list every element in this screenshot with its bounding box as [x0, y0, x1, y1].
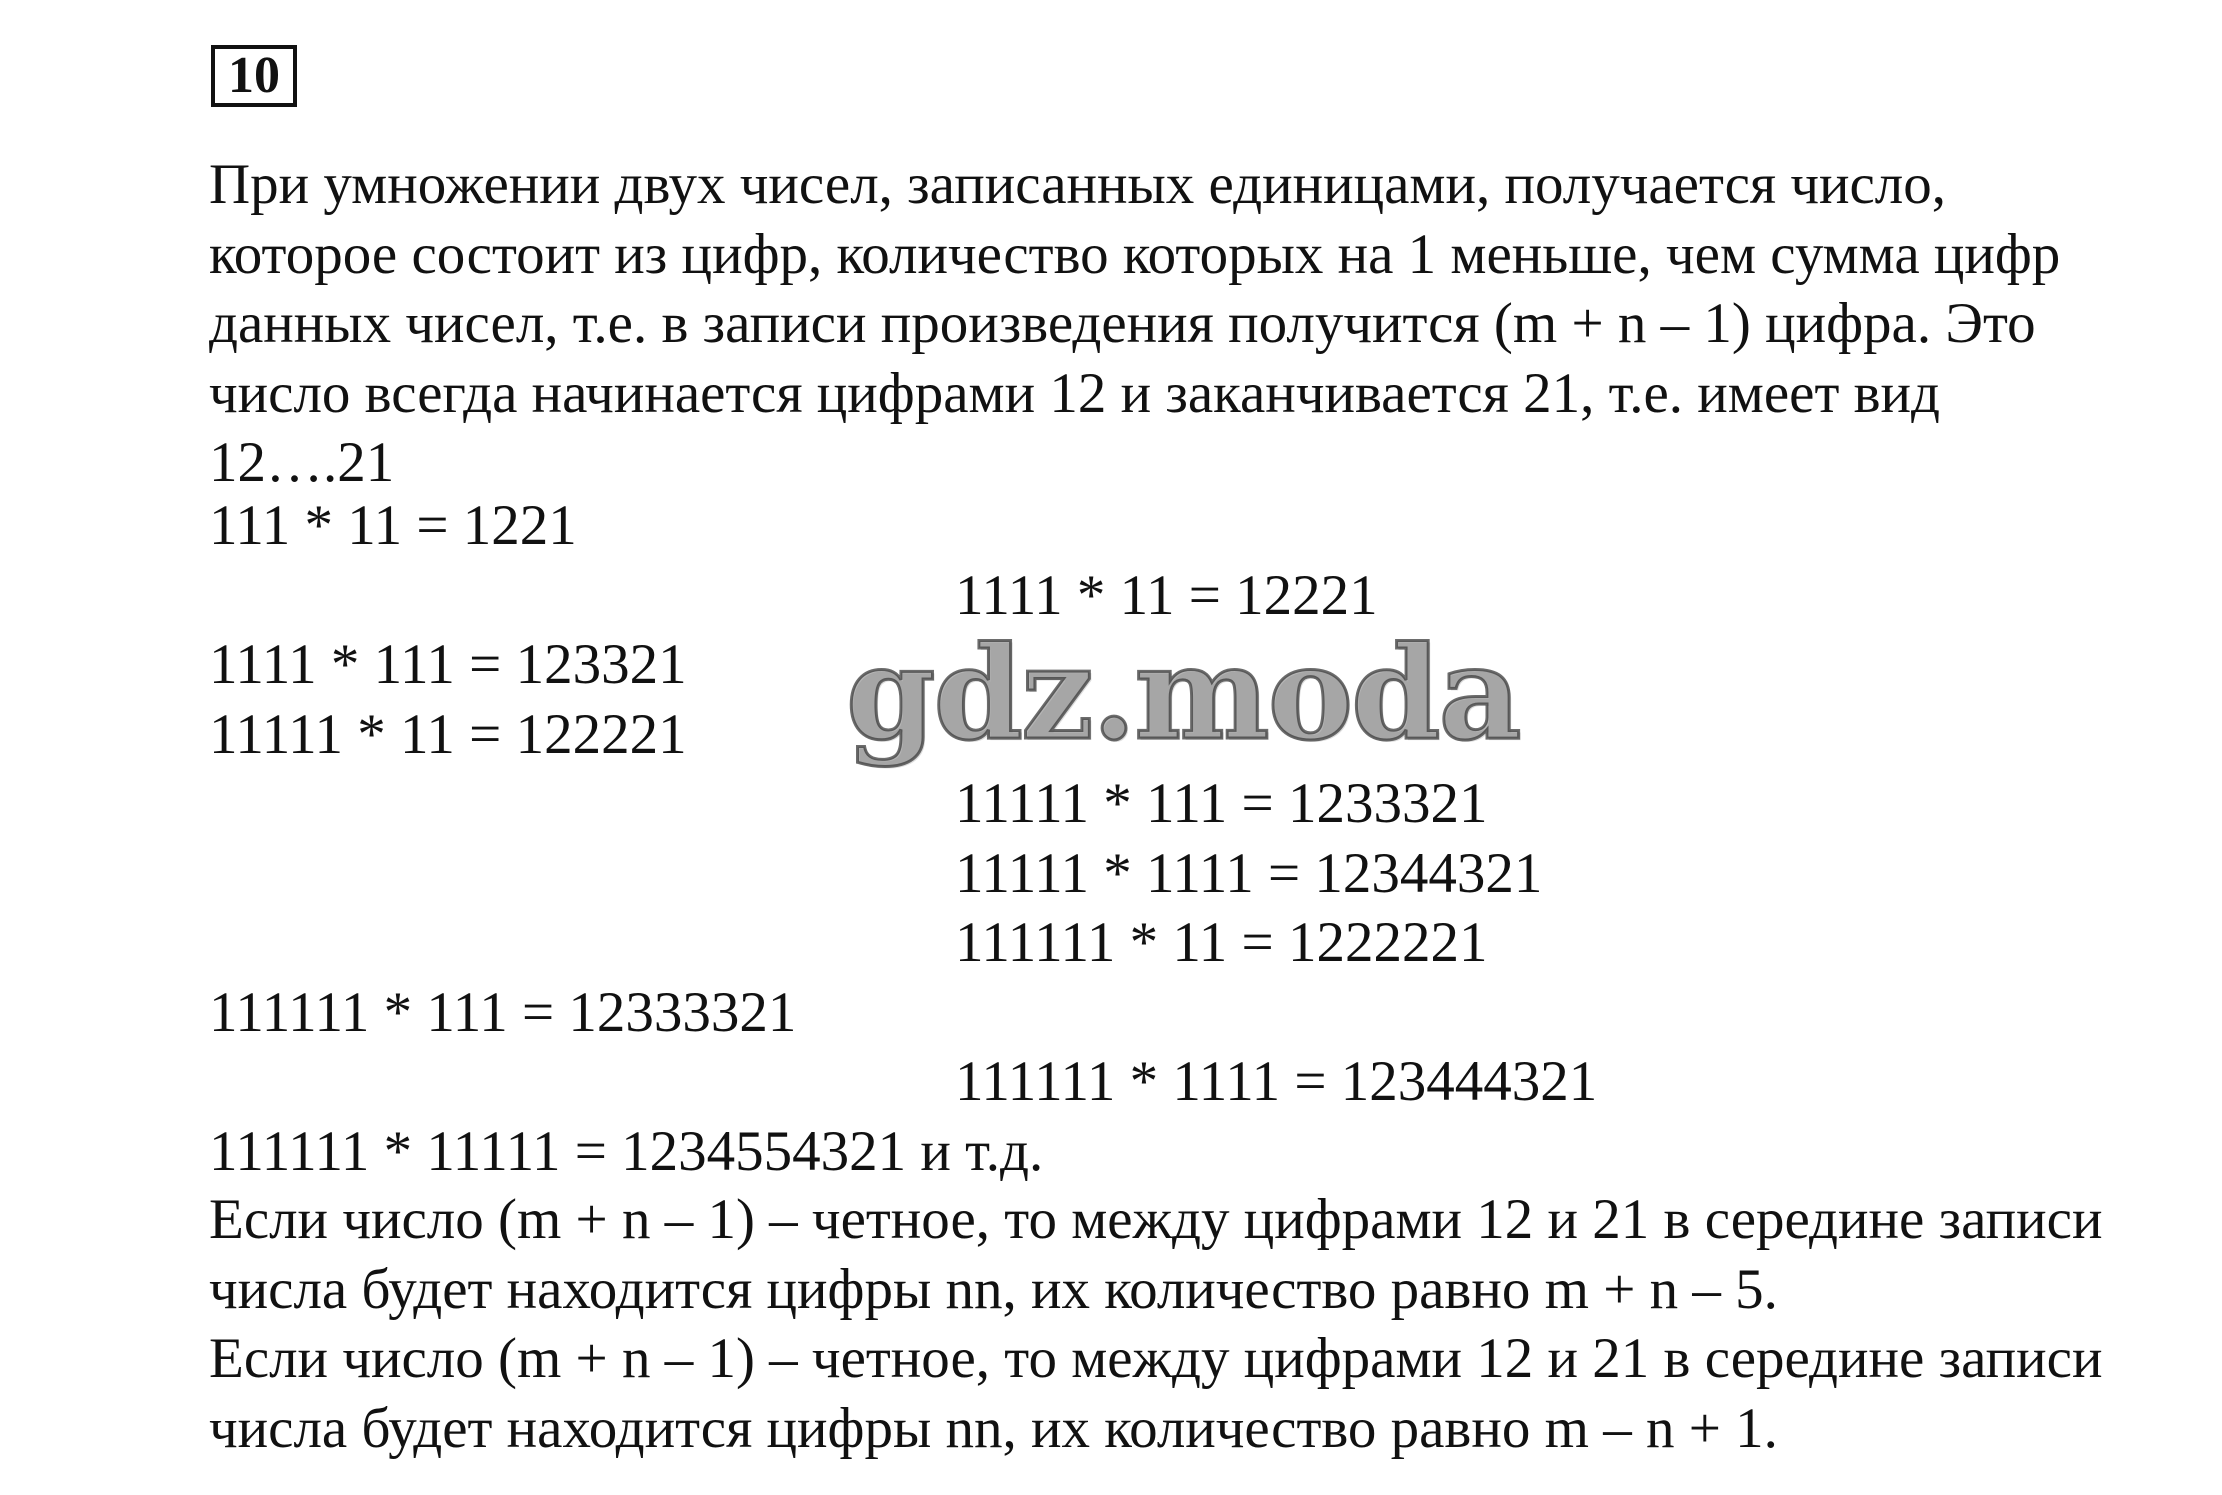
watermark-logo: gdz.moda [846, 619, 1520, 769]
intro-line: При умножении двух чисел, записанных единицами, получается число, [209, 153, 1946, 216]
equation-line: 111111 * 111 = 12333321 [209, 981, 797, 1044]
intro-paragraph [209, 150, 2060, 498]
conclusion-line: числа будет находится цифры nn, их количество равно m + n – 5. [209, 1257, 1778, 1321]
intro-line: число всегда начинается цифрами 12 и заканчивается 21, т.е. имеет вид [209, 361, 1941, 425]
equation-line: 1111 * 11 = 12221 [955, 564, 1378, 627]
conclusion-paragraph [209, 1185, 2102, 1463]
conclusion-line: числа будет находится цифры nn, их количество равно m – n + 1. [209, 1396, 1778, 1460]
task-number-box [211, 45, 297, 107]
task-number: 10 [228, 47, 280, 104]
equation-line: 11111 * 1111 = 12344321 [955, 842, 1543, 905]
equation-line: 11111 * 11 = 122221 [209, 703, 687, 766]
conclusion-line: Если число (m + n – 1) – четное, то между цифрами 12 и 21 в середине записи [209, 1188, 2103, 1251]
intro-line: 12….21 [209, 431, 395, 494]
equation-line: 111111 * 11 = 1222221 [955, 911, 1488, 974]
equation-line: 111 * 11 = 1221 [209, 494, 577, 557]
equation-line: 1111 * 111 = 123321 [209, 633, 687, 696]
intro-line: данных чисел, т.е. в записи произведения получится (m + n – 1) цифра. Это [209, 292, 2036, 355]
equation-line: 111111 * 11111 = 1234554321 и т.д. [209, 1120, 1044, 1183]
intro-line: которое состоит из цифр, количество которых на 1 меньше, чем сумма цифр [209, 222, 2061, 286]
equation-line: 111111 * 1111 = 123444321 [955, 1050, 1598, 1113]
conclusion-line: Если число (m + n – 1) – четное, то между цифрами 12 и 21 в середине записи [209, 1327, 2103, 1390]
equation-line: 11111 * 111 = 1233321 [955, 772, 1488, 835]
